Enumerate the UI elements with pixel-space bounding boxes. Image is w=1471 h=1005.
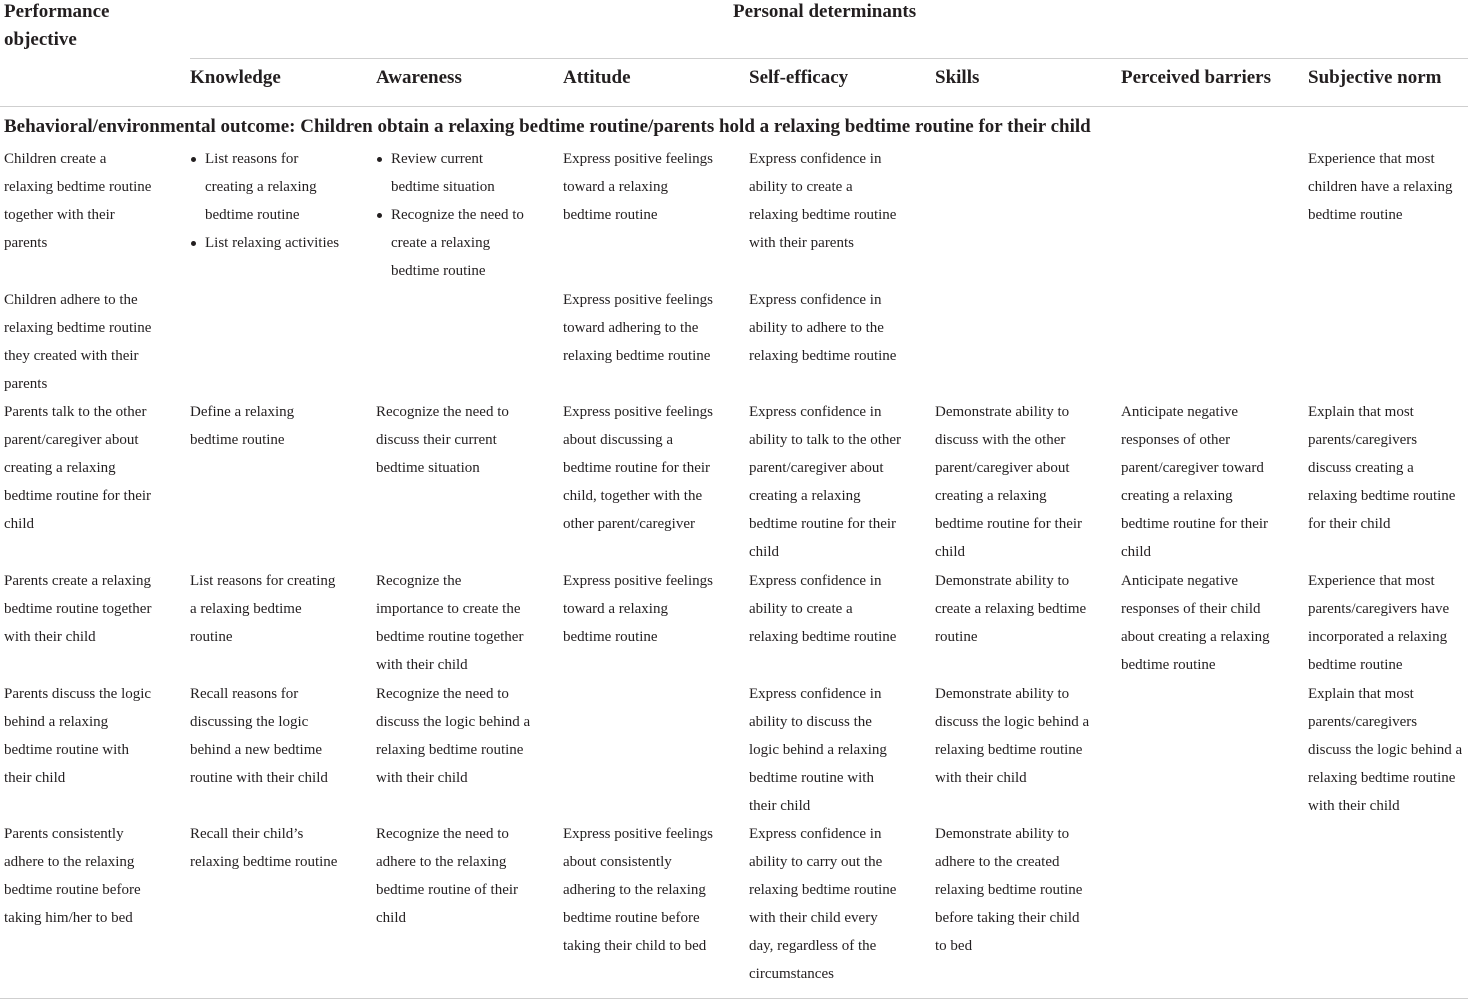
cell-line: bedtime routine [563,207,658,223]
cell-line: incorporated a relaxing [1308,629,1448,645]
header-bottom-rule [0,106,1468,107]
behavioral-outcome: Behavioral/environmental outcome: Children obtain a relaxing bedtime routine/parents hold a relaxing bedtime routine for their child [4,116,1091,137]
cell-line: bedtime routine [563,629,658,645]
cell-line: Express confidence in [749,151,882,167]
cell-line: with their child [376,657,468,673]
column-header: Awareness [376,67,462,88]
determinant-cell [1121,398,1268,566]
cell-line: their child [4,770,66,786]
cell-line: toward a relaxing [563,179,668,195]
determinant-cell [935,680,1089,792]
determinant-cell [1121,567,1270,679]
cell-line: creating a relaxing [935,488,1047,504]
cell-line: they created with their [4,348,139,364]
cell-line: Recall reasons for [190,686,299,702]
determinant-cell [190,680,328,792]
determinant-cell [563,398,713,538]
cell-line: discuss with the other [935,432,1066,448]
determinant-cell [935,820,1082,960]
cell-line: bedtime situation [391,179,495,195]
cell-line: parent/caregiver about [749,460,884,476]
determinant-cell [1308,398,1455,538]
determinant-cell [935,567,1086,651]
determinant-cell [749,398,901,566]
determinant-cell [749,145,896,257]
cell-line: Recognize the need to [376,404,509,420]
cell-line: adhere to the relaxing [4,854,135,870]
cell-line: Parents create a relaxing [4,573,152,589]
cell-line: Express positive feelings [563,573,713,589]
cell-line: bedtime routine of their [376,882,519,898]
cell-line: Parents consistently [4,826,124,842]
cell-line: bedtime routine [1308,207,1403,223]
cell-line: relaxing bedtime routine [563,348,711,364]
cell-line: discuss creating a [1308,460,1414,476]
determinant-cell [1308,567,1449,679]
cell-line: relaxing bedtime routine [749,207,897,223]
cell-line: discuss their current [376,432,497,448]
cell-line: relaxing bedtime routine [4,179,152,195]
cell-line: Anticipate negative [1121,573,1239,589]
determinant-cell [190,820,337,876]
determinant-cell [376,567,523,679]
cell-line: behind a new bedtime [190,742,323,758]
cell-line: child [935,544,965,560]
column-header: Attitude [563,67,631,88]
cell-line: discuss the logic behind a [376,714,531,730]
cell-line: Recall their child’s [190,826,304,842]
cell-line: creating a relaxing [1121,488,1233,504]
determinant-cell [1308,680,1462,820]
determinant-cell [563,145,713,229]
cell-line: Express positive feelings [563,404,713,420]
cell-line: responses of other [1121,432,1231,448]
cell-line: parents [4,235,48,251]
cell-line: about discussing a [563,432,673,448]
performance-objective-cell [4,820,141,932]
cell-line: parents [4,376,48,392]
cell-line: creating a relaxing [4,460,116,476]
cell-line: Anticipate negative [1121,404,1239,420]
determinant-cell [376,820,518,932]
cell-line: toward a relaxing [563,601,668,617]
cell-line: Express confidence in [749,573,882,589]
cell-line: Express confidence in [749,404,882,420]
cell-line: adhering to the relaxing [563,882,706,898]
cell-line: Express positive feelings [563,292,713,308]
cell-line: about creating a relaxing [1121,629,1270,645]
cell-line: Express confidence in [749,826,882,842]
cell-line: bedtime routine with [749,770,874,786]
cell-line: create a relaxing [391,235,491,251]
cell-line: Recognize the [376,573,462,589]
cell-line: bedtime routine for their [935,516,1083,532]
cell-line: Demonstrate ability to [935,404,1070,420]
cell-line: adhere to the relaxing [376,854,507,870]
cell-line: bedtime routine [1121,657,1216,673]
column-header: Subjective norm [1308,67,1442,88]
cell-line: bedtime routine for their [4,488,152,504]
determinant-cell [749,286,896,370]
cell-line: Children adhere to the [4,292,138,308]
performance-objective-cell [4,398,151,538]
cell-line: bedtime routine together [376,629,524,645]
cell-line: with their child [4,629,96,645]
cell-line: ability to adhere to the [749,320,884,336]
header-line: Performance [4,1,110,22]
cell-line: Express confidence in [749,292,882,308]
cell-line: parents/caregivers have [1308,601,1450,617]
cell-line: child [1121,544,1151,560]
cell-line: create a relaxing bedtime [935,601,1087,617]
cell-line: relaxing bedtime routine [935,742,1083,758]
group-header-rule [190,58,1468,59]
cell-line: List relaxing activities [205,235,340,251]
cell-line: child [749,544,779,560]
cell-line: behind a relaxing [4,714,109,730]
cell-line: Explain that most [1308,686,1414,702]
cell-line: with their child every [749,910,878,926]
cell-line: relaxing bedtime routine [749,629,897,645]
cell-line: routine with their child [190,770,328,786]
cell-line: with their child [1308,798,1400,814]
cell-line: Explain that most [1308,404,1414,420]
cell-line: Demonstrate ability to [935,573,1070,589]
header-personal-determinants: Personal determinants [733,1,917,22]
cell-line: Parents discuss the logic [4,686,152,702]
cell-line: responses of their child [1121,601,1261,617]
cell-line: bedtime routine for their [1121,516,1269,532]
header-performance-objective [4,0,110,54]
cell-line: Demonstrate ability to [935,686,1070,702]
cell-line: discuss the logic behind a [1308,742,1463,758]
bullet-item [190,229,339,257]
cell-line: bedtime routine [205,207,300,223]
cell-line: ability to create a [749,179,853,195]
cell-line: children have a relaxing [1308,179,1453,195]
determinant-cell [749,680,887,820]
cell-line: Demonstrate ability to [935,826,1070,842]
cell-line: parents/caregivers [1308,432,1418,448]
cell-line: creating a relaxing [749,488,861,504]
cell-line: taking their child to bed [563,938,707,954]
cell-line: bedtime routine together [4,601,152,617]
cell-line: child, together with the [563,488,703,504]
column-header: Self-efficacy [749,67,849,88]
cell-line: logic behind a relaxing [749,742,887,758]
cell-line: Define a relaxing [190,404,295,420]
table-bottom-rule [0,998,1468,999]
cell-line: taking him/her to bed [4,910,133,926]
cell-line: discuss the logic behind a [935,714,1090,730]
determinant-cell [190,145,339,257]
cell-line: before taking their child [935,910,1080,926]
cell-line: List reasons for creating [190,573,336,589]
bullet-item [190,145,339,229]
cell-line: Parents talk to the other [4,404,147,420]
determinant-cell [749,820,896,988]
determinant-cell [376,398,509,482]
cell-line: relaxing bedtime routine [376,742,524,758]
performance-objective-cell [4,567,151,651]
cell-line: ability to discuss the [749,714,872,730]
cell-line: about consistently [563,854,672,870]
cell-line: creating a relaxing [205,179,317,195]
cell-line: routine [935,629,978,645]
cell-line: for their child [1308,516,1391,532]
cell-line: relaxing bedtime routine [935,882,1083,898]
cell-line: with their child [935,770,1027,786]
bullet-item [376,201,524,285]
cell-line: Express confidence in [749,686,882,702]
determinant-cell [190,567,335,651]
cell-line: parent/caregiver toward [1121,460,1264,476]
cell-line: relaxing bedtime routine [749,882,897,898]
cell-line: day, regardless of the [749,938,877,954]
cell-line: Recognize the need to [391,207,524,223]
cell-line: Recognize the need to [376,826,509,842]
cell-line: parent/caregiver about [4,432,139,448]
cell-line: Review current [391,151,484,167]
determinant-cell [376,680,530,792]
cell-line: Express positive feelings [563,826,713,842]
cell-line: ability to create a [749,601,853,617]
cell-line: child [376,910,406,926]
cell-line: circumstances [749,966,834,982]
determinant-cell [749,567,896,651]
cell-line: relaxing bedtime routine [1308,488,1456,504]
cell-line: parent/caregiver about [935,460,1070,476]
cell-line: bedtime routine before [4,882,141,898]
cell-line: bedtime routine with [4,742,129,758]
cell-line: ability to talk to the other [749,432,902,448]
cell-line: bedtime routine [391,263,486,279]
cell-line: ability to carry out the [749,854,883,870]
cell-line: their child [749,798,811,814]
cell-line: Children create a [4,151,107,167]
cell-line: bedtime routine for their [563,460,711,476]
column-header: Perceived barriers [1121,67,1271,88]
performance-objective-cell [4,145,151,257]
cell-line: List reasons for [205,151,299,167]
cell-line: bedtime routine for their [749,516,897,532]
cell-line: Experience that most [1308,573,1435,589]
cell-line: bedtime routine before [563,910,700,926]
cell-line: with their child [376,770,468,786]
cell-line: parents/caregivers [1308,714,1418,730]
cell-line: discussing the logic [190,714,309,730]
performance-objective-cell [4,680,151,792]
cell-line: importance to create the [376,601,521,617]
cell-line: bedtime situation [376,460,480,476]
cell-line: routine [190,629,233,645]
determinant-cell [1308,145,1453,229]
cell-line: relaxing bedtime routine [190,854,338,870]
bullet-item [376,145,524,201]
performance-objective-cell [4,286,151,398]
cell-line: bedtime routine [190,432,285,448]
cell-line: child [4,516,34,532]
cell-line: to bed [935,938,973,954]
cell-line: adhere to the created [935,854,1060,870]
determinant-cell [563,286,713,370]
cell-line: relaxing bedtime routine [4,320,152,336]
cell-line: bedtime routine [1308,657,1403,673]
cell-line: relaxing bedtime routine [749,348,897,364]
cell-line: relaxing bedtime routine [1308,770,1456,786]
determinant-cell [935,398,1082,566]
cell-line: Recognize the need to [376,686,509,702]
header-line: objective [4,29,77,50]
column-header: Knowledge [190,67,281,88]
determinant-cell [563,820,713,960]
column-header: Skills [935,67,980,88]
cell-line: Experience that most [1308,151,1435,167]
cell-line: toward adhering to the [563,320,699,336]
cell-line: other parent/caregiver [563,516,696,532]
cell-line: a relaxing bedtime [190,601,302,617]
determinant-cell [376,145,524,285]
cell-line: with their parents [749,235,854,251]
determinant-cell [563,567,713,651]
cell-line: together with their [4,207,115,223]
cell-line: Express positive feelings [563,151,713,167]
determinant-cell [190,398,294,454]
